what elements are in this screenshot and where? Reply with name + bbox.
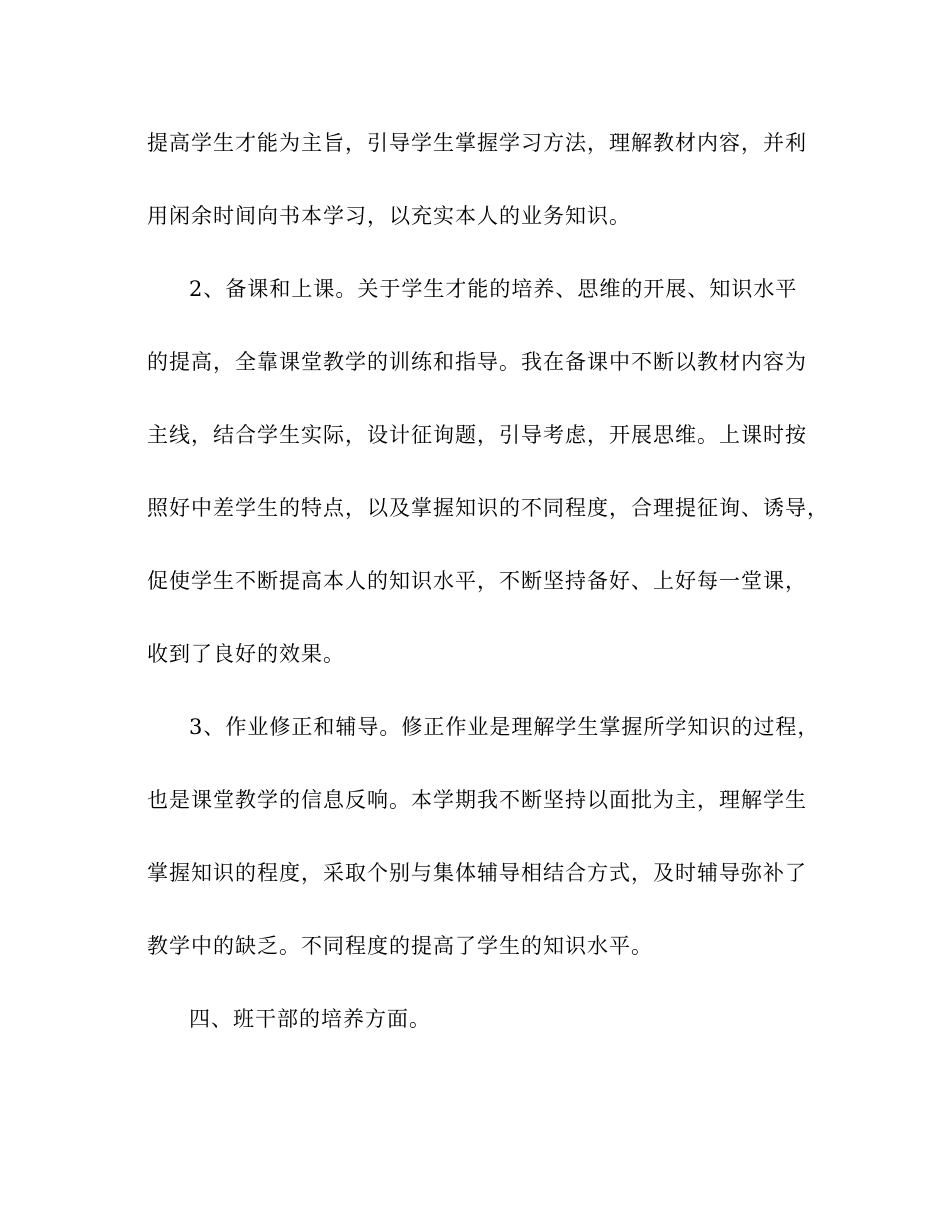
- body-text-line: 收到了良好的效果。: [147, 642, 345, 666]
- paragraph-start-line: 3、作业修正和辅导。修正作业是理解学生掌握所学知识的过程，: [189, 715, 820, 739]
- body-text-line: 提高学生才能为主旨，引导学生掌握学习方法，理解教材内容，并利: [147, 131, 807, 155]
- body-text-line: 促使学生不断提高本人的知识水平，不断坚持备好、上好每一堂课，: [147, 569, 807, 593]
- body-text-line: 照好中差学生的特点，以及掌握知识的不同程度，合理提征询、诱导，: [147, 496, 829, 520]
- section-heading: 四、班干部的培养方面。: [189, 1007, 431, 1031]
- paragraph-start-line: 2、备课和上课。关于学生才能的培养、思维的开展、知识水平: [189, 277, 798, 301]
- body-text-line: 教学中的缺乏。不同程度的提高了学生的知识水平。: [147, 934, 653, 958]
- body-text-line: 掌握知识的程度，采取个别与集体辅导相结合方式，及时辅导弥补了: [147, 861, 807, 885]
- body-text-line: 用闲余时间向书本学习，以充实本人的业务知识。: [147, 204, 631, 228]
- body-text-line: 的提高，全靠课堂教学的训练和指导。我在备课中不断以教材内容为: [147, 350, 807, 374]
- body-text-line: 主线，结合学生实际，设计征询题，引导考虑，开展思维。上课时按: [147, 423, 807, 447]
- body-text-line: 也是课堂教学的信息反响。本学期我不断坚持以面批为主，理解学生: [147, 788, 807, 812]
